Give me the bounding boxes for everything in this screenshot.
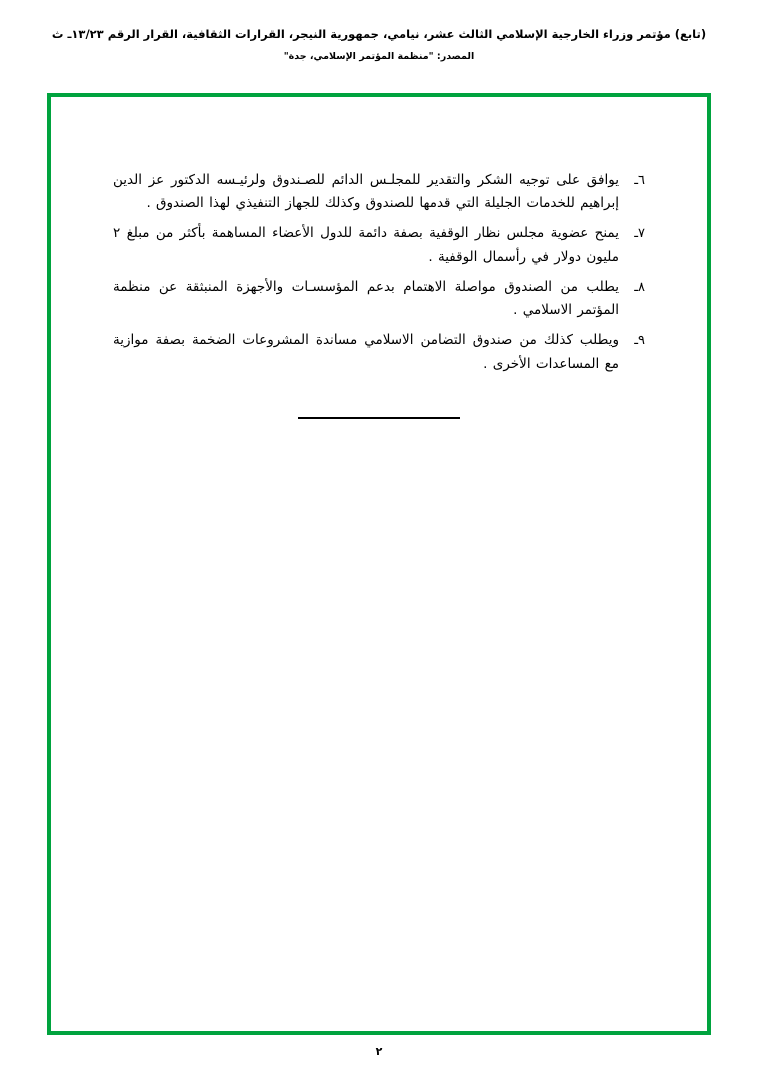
clause-list: [113, 169, 645, 383]
list-item: [113, 169, 645, 215]
page-number: ٢: [375, 1045, 383, 1058]
clause-number: ٩ـ: [634, 333, 645, 349]
clause-number: ٨ـ: [634, 279, 645, 295]
document-header: [0, 26, 758, 62]
list-item: [113, 329, 645, 375]
clause-text: يمنح عضوية مجلس نظار الوقفية بصفة دائمة للدول الأعضاء المساهمة بأكثر من مبلغ ٢ مليون دولار في رأسمال الوقفية .: [113, 225, 619, 265]
clause-text: يطلب من الصندوق مواصلة الاهتمام بدعم المؤسسـات والأجهزة المنبثقة عن منظمة المؤتمر الاسلامي .: [113, 278, 619, 319]
list-item: [113, 276, 645, 322]
section-divider: [298, 417, 460, 419]
header-source-line: المصدر: "منظمة المؤتمر الإسلامي، جدة": [283, 51, 475, 63]
clause-number: ٧ـ: [634, 226, 645, 242]
header-title-line: (تابع) مؤتمر وزراء الخارجية الإسلامي الثالث عشر، نيامي، جمهورية النيجر، القرارات الثقافية، القرار الرقم ١٣/٢٣ـ ث: [51, 27, 707, 41]
list-item: [113, 222, 645, 268]
clause-number: ٦ـ: [634, 173, 645, 188]
section-divider-wrap: [51, 417, 707, 419]
clause-text: ويطلب كذلك من صندوق التضامن الاسلامي مساندة المشروعات الضخمة بصفة موازية مع المساعدات الأخرى .: [113, 332, 619, 372]
clause-text: يوافق على توجيه الشكر والتقدير للمجلـس الدائم للصـندوق ولرئيـسه الدكتور عز الدين إبراهيم للخدمات الجليلة التي قدمها للصندوق وكذلك للجهاز التنفيذي لهذا الصندوق .: [113, 172, 619, 212]
page-frame: [47, 93, 711, 1035]
